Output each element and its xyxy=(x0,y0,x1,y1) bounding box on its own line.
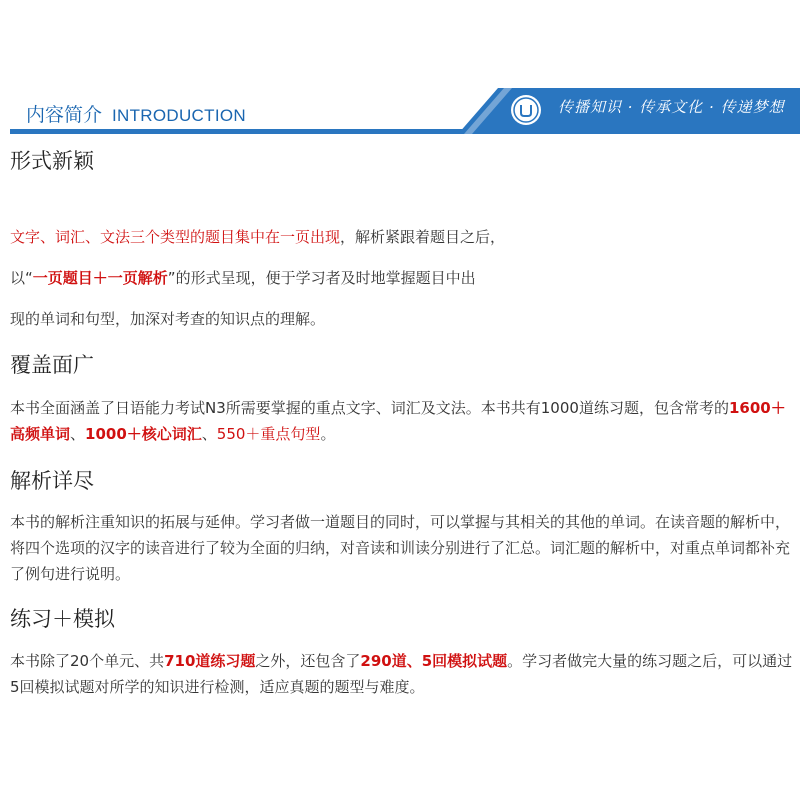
paragraph-novel-format-line1 xyxy=(10,224,800,250)
separator: 、 xyxy=(70,425,86,443)
section-header xyxy=(0,88,800,136)
highlight-text: 1000＋核心词汇 xyxy=(85,425,202,443)
paragraph-novel-format-line3: 现的单词和句型，加深对考查的知识点的理解。 xyxy=(10,310,326,328)
publisher-logo-icon xyxy=(510,94,542,126)
separator: 、 xyxy=(201,425,217,443)
paragraph-text: ，解析紧跟着题目之后， xyxy=(340,228,506,246)
section-title-wide-coverage: 覆盖面广 xyxy=(10,353,94,377)
section-title-novel-format: 形式新颖 xyxy=(10,149,94,173)
paragraph-text: 。 xyxy=(320,425,336,443)
highlight-text: 550＋重点句型 xyxy=(216,425,321,443)
paragraph-text: ”的形式呈现，便于学习者及时地掌握题目中出 xyxy=(167,269,476,287)
paragraph-text: 。学习者做完大量的练习题之后，可以通过5回模拟试题对所学的知识进行检测，适应真题的题型与难度。 xyxy=(10,652,793,696)
highlight-text: 710道练习题 xyxy=(164,652,256,670)
highlight-text: 290道、5回模拟试题 xyxy=(360,652,508,670)
paragraph-detailed-analysis: 本书的解析注重知识的拓展与延伸。学习者做一道题目的同时，可以掌握与其相关的其他的单词。在读音题的解析中，将四个选项的汉字的读音进行了较为全面的归纳，对音读和训读分别进行了汇总。词汇题的解析中，对重点单词都补充了例句进行说明。 xyxy=(10,513,791,583)
paragraph-text: 之外，还包含了 xyxy=(255,652,361,670)
section-title-detailed-analysis: 解析详尽 xyxy=(10,469,94,493)
paragraph-text: 本书除了20个单元、共 xyxy=(10,652,165,670)
section-title-practice-simulation: 练习＋模拟 xyxy=(10,607,115,631)
paragraph-text: 以“ xyxy=(10,269,33,287)
header-title-cn: 内容简介 xyxy=(26,104,103,126)
header-title xyxy=(26,100,246,127)
paragraph-novel-format-line2 xyxy=(10,265,800,291)
header-title-en: INTRODUCTION xyxy=(112,106,246,125)
paragraph-practice-simulation xyxy=(10,648,800,700)
paragraph-wide-coverage xyxy=(10,395,800,447)
highlight-text: 文字、词汇、文法三个类型的题目集中在一页出现 xyxy=(10,228,341,246)
highlight-text: 1600＋高频单词 xyxy=(10,399,786,443)
highlight-text: 一页题目＋一页解析 xyxy=(32,269,168,287)
paragraph-text: 本书全面涵盖了日语能力考试N3所需要掌握的重点文字、词汇及文法。本书共有1000道练习题，包含常考的 xyxy=(10,399,729,417)
slogan-banner xyxy=(458,88,800,134)
slogan-text: 传播知识 · 传承文化 · 传递梦想 xyxy=(558,98,785,116)
